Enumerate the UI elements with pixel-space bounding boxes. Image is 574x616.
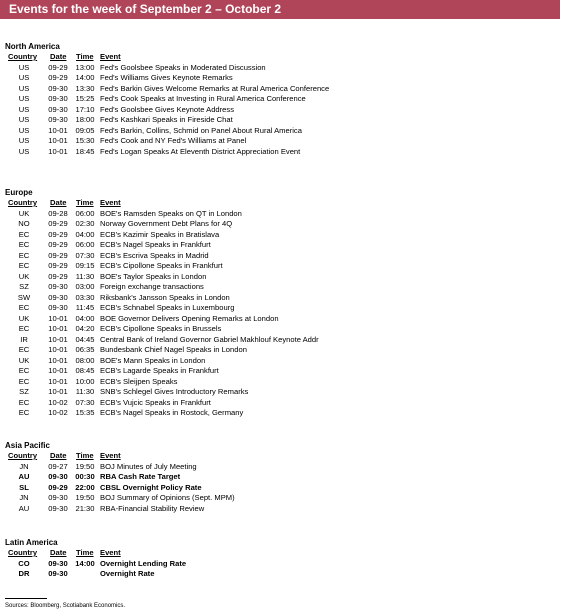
- table-row: [5, 94, 545, 105]
- cell-time: 11:45: [75, 303, 95, 312]
- table-row: [5, 126, 545, 137]
- cell-time: 22:00: [75, 482, 95, 492]
- cell-time: 13:30: [75, 83, 95, 93]
- cell-date: 09-29: [48, 240, 68, 249]
- table-row: [5, 272, 545, 283]
- section-europe: [5, 188, 545, 419]
- column-header-time: Time: [76, 548, 94, 557]
- cell-time: 11:30: [75, 271, 95, 281]
- cell-time: 06:00: [75, 240, 95, 249]
- cell-country: JN: [19, 493, 29, 502]
- cell-event: RBA Cash Rate Target: [100, 472, 181, 481]
- footer-divider: [5, 598, 47, 599]
- cell-time: 21:30: [75, 503, 95, 513]
- region-title: Latin America: [5, 538, 58, 547]
- cell-time: 02:30: [75, 219, 95, 228]
- cell-time: 08:00: [75, 355, 95, 365]
- table-row: [5, 324, 545, 335]
- column-header-event: Event: [100, 548, 121, 557]
- cell-country: EC: [18, 250, 30, 260]
- cell-country: EC: [18, 366, 30, 375]
- cell-date: 09-29: [48, 261, 68, 270]
- cell-country: US: [18, 73, 30, 82]
- table-row: [5, 398, 545, 409]
- cell-time: 13:00: [75, 62, 95, 72]
- cell-country: AU: [18, 472, 30, 481]
- cell-event: ECB's Vujcic Speaks in Frankfurt: [100, 397, 211, 407]
- cell-event: Central Bank of Ireland Governor Gabriel Makhlouf Keynote Addr: [100, 334, 319, 344]
- cell-event: Fed's Cook Speaks at Investing in Rural America Conference: [100, 94, 306, 103]
- column-header-country: Country: [8, 52, 38, 61]
- cell-country: CO: [18, 558, 30, 568]
- region-title: North America: [5, 42, 60, 51]
- cell-time: 19:50: [75, 461, 95, 471]
- column-header-row: [5, 548, 545, 559]
- cell-event: ECB's Schnabel Speaks in Luxembourg: [100, 303, 235, 312]
- table-row: [5, 314, 545, 325]
- cell-country: UK: [18, 208, 30, 218]
- section-latin-america: [5, 538, 545, 580]
- cell-country: EC: [18, 240, 30, 249]
- table-row: [5, 408, 545, 419]
- table-row: [5, 219, 545, 230]
- table-row: [5, 345, 545, 356]
- cell-time: 17:10: [75, 104, 95, 114]
- column-header-event: Event: [100, 198, 121, 207]
- cell-event: Fed's Kashkari Speaks in Fireside Chat: [100, 115, 233, 124]
- section-asia-pacific: [5, 441, 545, 514]
- cell-time: 03:30: [75, 292, 95, 302]
- cell-country: EC: [18, 376, 30, 386]
- cell-event: ECB's Cipollone Speaks in Brussels: [100, 324, 222, 333]
- table-row: [5, 240, 545, 251]
- cell-event: BOE's Ramsden Speaks on QT in London: [100, 208, 242, 218]
- cell-country: UK: [18, 313, 30, 323]
- cell-country: US: [18, 146, 30, 156]
- table-row: [5, 115, 545, 126]
- table-row: [5, 209, 545, 220]
- cell-event: Riksbank's Jansson Speaks in London: [100, 292, 230, 302]
- cell-date: 09-29: [48, 229, 68, 239]
- cell-country: US: [18, 115, 30, 124]
- cell-date: 09-30: [48, 115, 68, 124]
- cell-country: SZ: [19, 387, 29, 396]
- cell-date: 09-28: [48, 208, 68, 218]
- cell-event: Foreign exchange transactions: [100, 282, 204, 291]
- cell-country: SZ: [19, 282, 29, 291]
- cell-event: ECB's Escriva Speaks in Madrid: [100, 250, 209, 260]
- cell-time: 07:30: [75, 397, 95, 407]
- cell-date: 09-30: [48, 303, 68, 312]
- footer-source: Sources: Bloomberg, Scotiabank Economics.: [5, 603, 126, 609]
- cell-time: 06:35: [75, 345, 95, 354]
- cell-country: EC: [18, 229, 30, 239]
- cell-event: Norway Government Debt Plans for 4Q: [100, 219, 233, 228]
- cell-event: Fed's Goolsbee Gives Keynote Address: [100, 104, 234, 114]
- column-header-row: [5, 451, 545, 462]
- table-row: [5, 356, 545, 367]
- cell-country: EC: [18, 324, 30, 333]
- cell-time: 08:45: [75, 366, 95, 375]
- cell-time: 06:00: [75, 208, 95, 218]
- table-row: [5, 472, 545, 483]
- cell-event: Fed's Barkin Gives Welcome Remarks at Rural America Conference: [100, 83, 330, 93]
- cell-event: Overnight Lending Rate: [100, 558, 187, 568]
- cell-date: 09-30: [48, 94, 68, 103]
- cell-time: 15:35: [75, 408, 95, 417]
- cell-event: CBSL Overnight Policy Rate: [100, 482, 202, 492]
- cell-event: BOE's Taylor Speaks in London: [100, 271, 207, 281]
- table-row: [5, 366, 545, 377]
- cell-date: 09-29: [48, 482, 68, 492]
- cell-event: ECB's Kazimir Speaks in Bratislava: [100, 229, 220, 239]
- cell-country: US: [18, 94, 30, 103]
- cell-date: 10-01: [48, 334, 68, 344]
- table-row: [5, 377, 545, 388]
- cell-date: 10-01: [48, 324, 68, 333]
- cell-event: ECB's Sleijpen Speaks: [100, 376, 178, 386]
- cell-event: Fed's Williams Gives Keynote Remarks: [100, 73, 233, 82]
- cell-date: 09-30: [48, 569, 68, 578]
- cell-time: 15:25: [75, 94, 95, 103]
- table-row: [5, 293, 545, 304]
- cell-event: ECB's Nagel Speaks in Frankfurt: [100, 240, 211, 249]
- table-row: [5, 569, 545, 580]
- cell-event: BOJ Minutes of July Meeting: [100, 461, 197, 471]
- cell-date: 09-29: [48, 250, 68, 260]
- table-row: [5, 136, 545, 147]
- table-row: [5, 261, 545, 272]
- table-row: [5, 230, 545, 241]
- cell-country: NO: [18, 219, 30, 228]
- cell-time: 04:00: [75, 229, 95, 239]
- cell-time: 04:45: [75, 334, 95, 344]
- table-row: [5, 504, 545, 515]
- cell-country: EC: [18, 397, 30, 407]
- cell-event: Fed's Cook and NY Fed's Williams at Panel: [100, 136, 247, 145]
- cell-time: 15:30: [75, 136, 95, 145]
- column-header-row: [5, 198, 545, 209]
- cell-date: 09-29: [48, 62, 68, 72]
- page-title: Events for the week of September 2 – October 2: [9, 2, 282, 16]
- cell-date: 09-29: [48, 219, 68, 228]
- section-north-america: [5, 42, 545, 157]
- cell-event: Fed's Goolsbee Speaks in Moderated Discussion: [100, 62, 266, 72]
- cell-country: AU: [18, 503, 30, 513]
- column-header-date: Date: [50, 451, 67, 460]
- cell-event: Overnight Rate: [100, 569, 155, 578]
- cell-country: DR: [18, 569, 30, 578]
- cell-event: ECB's Nagel Speaks in Rostock, Germany: [100, 408, 244, 417]
- cell-country: EC: [18, 408, 30, 417]
- column-header-country: Country: [8, 198, 38, 207]
- region-title: Asia Pacific: [5, 441, 50, 450]
- cell-event: SNB's Schlegel Gives Introductory Remarks: [100, 387, 249, 396]
- cell-event: ECB's Cipollone Speaks in Frankfurt: [100, 261, 223, 270]
- cell-country: US: [18, 125, 30, 135]
- cell-date: 09-30: [48, 83, 68, 93]
- cell-time: 09:05: [75, 125, 95, 135]
- cell-date: 10-02: [48, 408, 68, 417]
- cell-date: 10-01: [48, 376, 68, 386]
- cell-date: 09-29: [48, 73, 68, 82]
- cell-date: 09-30: [48, 558, 68, 568]
- cell-event: Fed's Logan Speaks At Eleventh District Appreciation Event: [100, 146, 301, 156]
- cell-time: 14:00: [75, 73, 95, 82]
- cell-date: 10-01: [48, 345, 68, 354]
- cell-date: 09-30: [48, 493, 68, 502]
- cell-time: 04:00: [75, 313, 95, 323]
- cell-country: US: [18, 62, 30, 72]
- cell-date: 10-01: [48, 125, 68, 135]
- table-row: [5, 335, 545, 346]
- table-row: [5, 303, 545, 314]
- column-header-event: Event: [100, 52, 121, 61]
- cell-country: EC: [18, 303, 30, 312]
- column-header-country: Country: [8, 548, 38, 557]
- cell-date: 09-30: [48, 282, 68, 291]
- cell-country: SW: [17, 292, 31, 302]
- cell-date: 10-01: [48, 366, 68, 375]
- cell-event: ECB's Lagarde Speaks in Frankfurt: [100, 366, 219, 375]
- header-bar: [0, 0, 560, 19]
- cell-date: 10-02: [48, 397, 68, 407]
- cell-date: 10-01: [48, 355, 68, 365]
- cell-event: BOE Governor Delivers Opening Remarks at London: [100, 313, 279, 323]
- cell-time: 18:00: [75, 115, 95, 124]
- table-row: [5, 147, 545, 158]
- cell-event: Fed's Barkin, Collins, Schmid on Panel About Rural America: [100, 125, 302, 135]
- cell-event: BOJ Summary of Opinions (Sept. MPM): [100, 493, 235, 502]
- cell-date: 09-30: [48, 503, 68, 513]
- cell-time: 11:30: [75, 387, 95, 396]
- cell-time: 19:50: [75, 493, 95, 502]
- cell-time: 14:00: [75, 558, 95, 568]
- cell-date: 10-01: [48, 146, 68, 156]
- cell-time: 03:00: [75, 282, 95, 291]
- column-header-time: Time: [76, 451, 94, 460]
- cell-time: 09:15: [75, 261, 95, 270]
- table-row: [5, 387, 545, 398]
- cell-country: US: [18, 136, 30, 145]
- column-header-date: Date: [50, 198, 67, 207]
- cell-country: US: [18, 104, 30, 114]
- cell-event: RBA-Financial Stability Review: [100, 503, 205, 513]
- cell-country: EC: [18, 345, 30, 354]
- cell-time: 00:30: [75, 472, 95, 481]
- column-header-country: Country: [8, 451, 38, 460]
- table-row: [5, 251, 545, 262]
- cell-event: Bundesbank Chief Nagel Speaks in London: [100, 345, 247, 354]
- cell-country: JN: [19, 461, 29, 471]
- column-header-event: Event: [100, 451, 121, 460]
- table-row: [5, 483, 545, 494]
- cell-time: 18:45: [75, 146, 95, 156]
- cell-date: 09-30: [48, 472, 68, 481]
- cell-country: SL: [19, 482, 29, 492]
- table-row: [5, 84, 545, 95]
- cell-country: UK: [18, 271, 30, 281]
- cell-date: 09-30: [48, 104, 68, 114]
- table-row: [5, 282, 545, 293]
- cell-date: 09-27: [48, 461, 68, 471]
- column-header-time: Time: [76, 198, 94, 207]
- table-row: [5, 462, 545, 473]
- table-row: [5, 63, 545, 74]
- region-title: Europe: [5, 188, 33, 197]
- cell-date: 09-30: [48, 292, 68, 302]
- cell-time: 10:00: [75, 376, 95, 386]
- cell-country: UK: [18, 355, 30, 365]
- cell-date: 10-01: [48, 136, 68, 145]
- column-header-time: Time: [76, 52, 94, 61]
- cell-date: 09-29: [48, 271, 68, 281]
- cell-event: BOE's Mann Speaks in London: [100, 355, 206, 365]
- cell-country: IR: [20, 334, 28, 344]
- cell-time: 07:30: [75, 250, 95, 260]
- column-header-date: Date: [50, 52, 67, 61]
- cell-date: 10-01: [48, 313, 68, 323]
- column-header-row: [5, 52, 545, 63]
- table-row: [5, 493, 545, 504]
- table-row: [5, 73, 545, 84]
- cell-time: 04:20: [75, 324, 95, 333]
- table-row: [5, 105, 545, 116]
- cell-date: 10-01: [48, 387, 68, 396]
- cell-country: US: [18, 83, 30, 93]
- cell-country: EC: [18, 261, 30, 270]
- table-row: [5, 559, 545, 570]
- column-header-date: Date: [50, 548, 67, 557]
